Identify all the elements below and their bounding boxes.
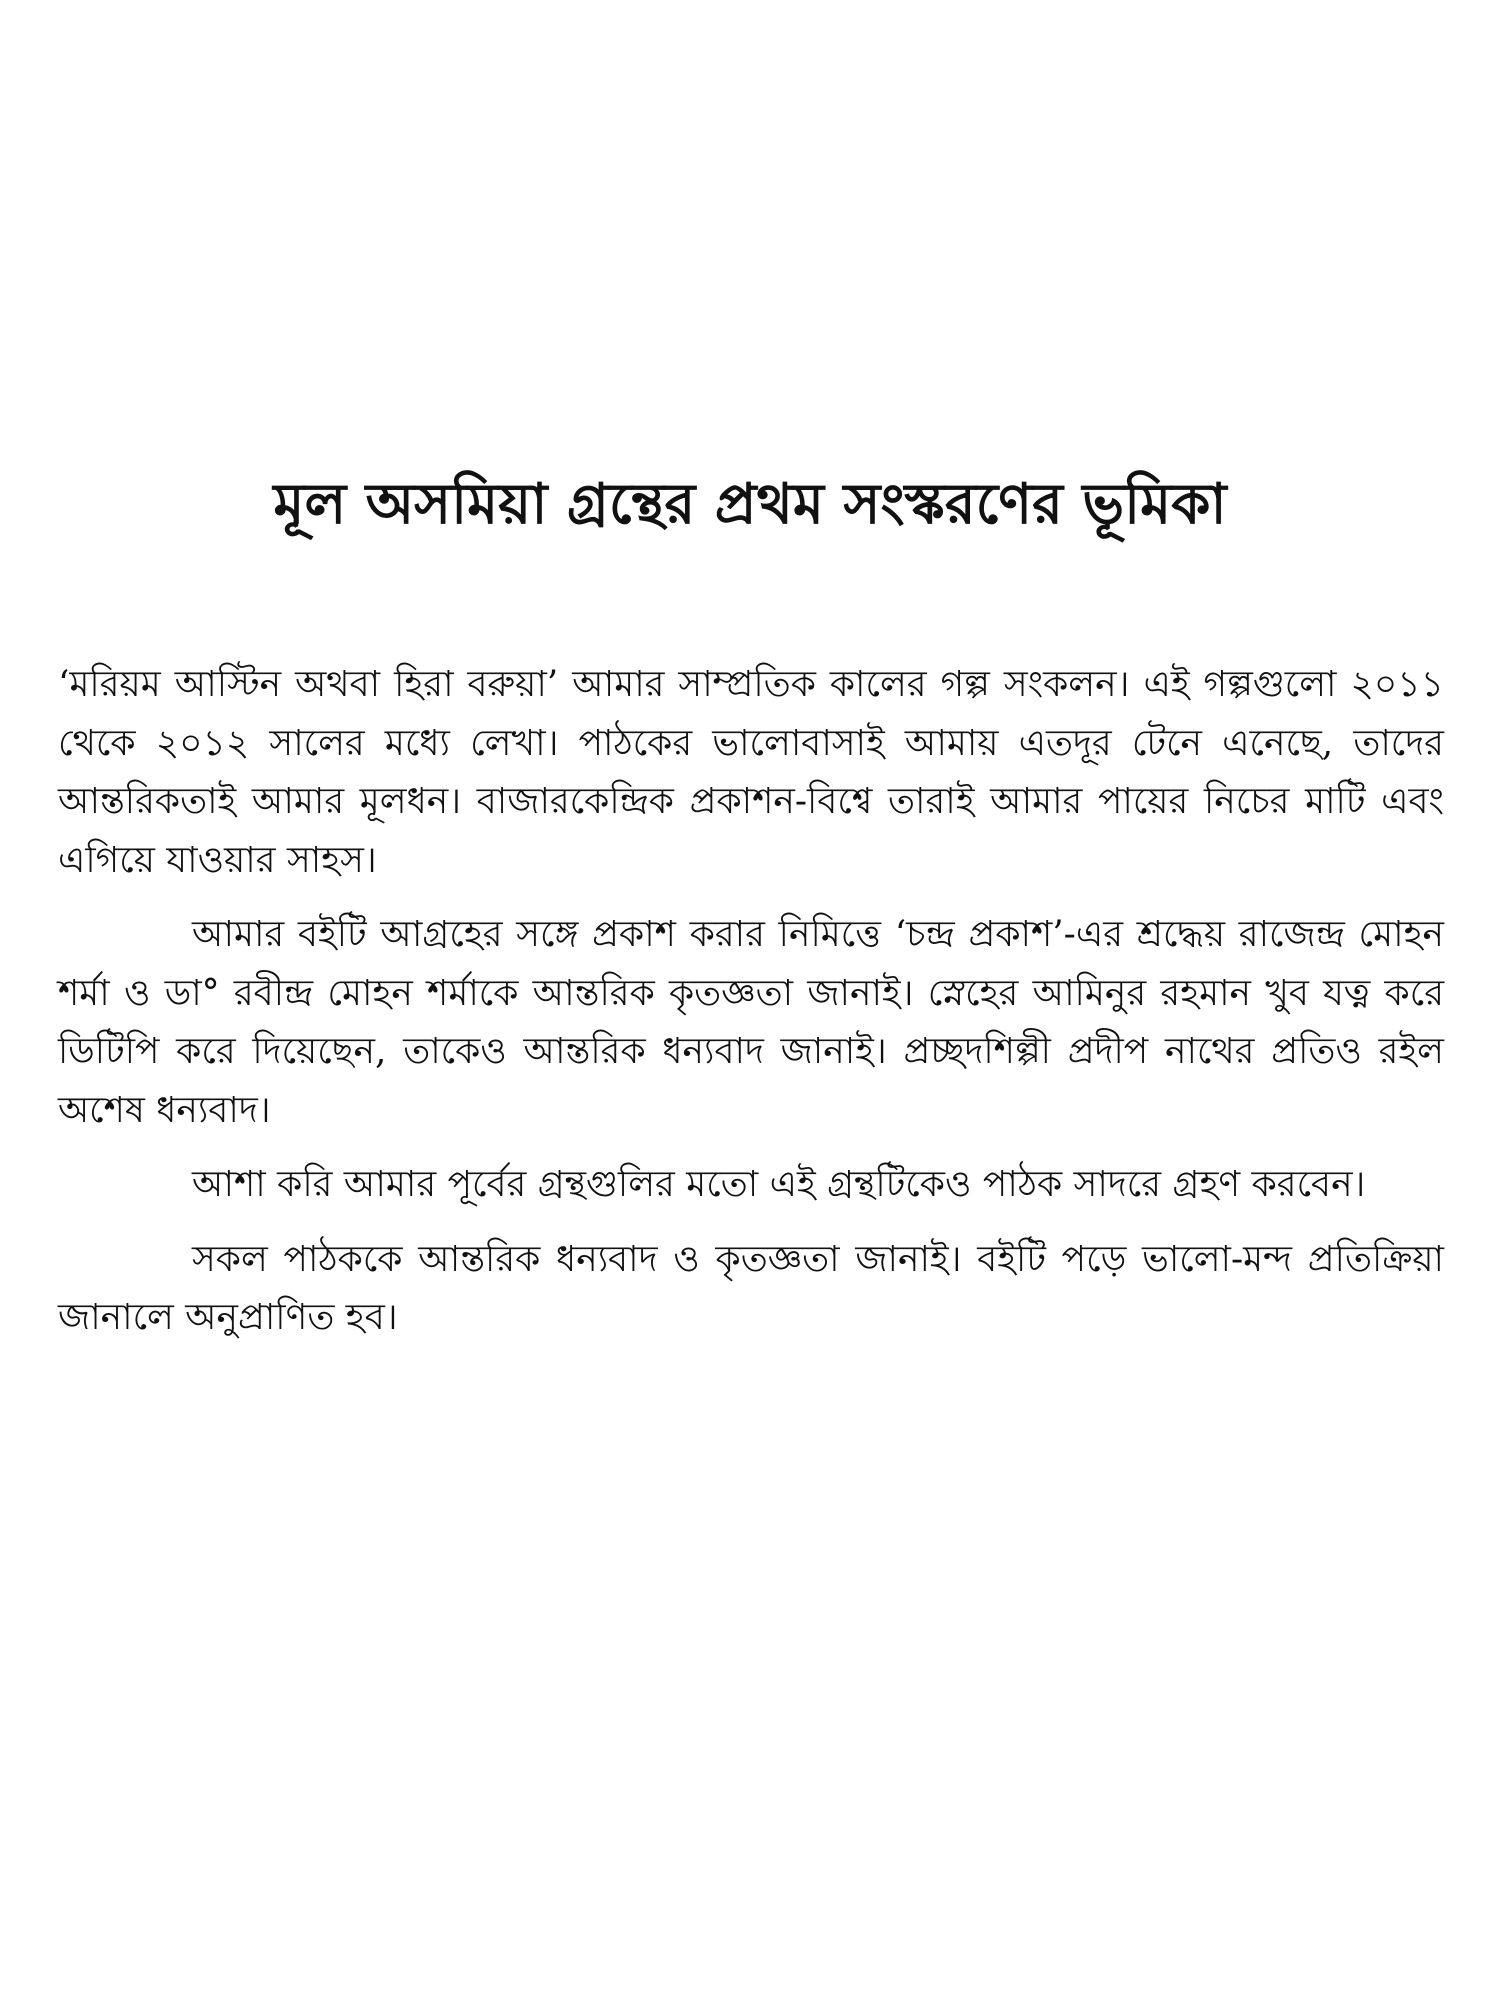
page-title: মূল অসমিয়া গ্রন্থের প্রথম সংস্করণের ভূমিকা [273, 472, 1227, 537]
paragraph-2: আমার বইটি আগ্রহের সঙ্গে প্রকাশ করার নিমিত্তে ‘চন্দ্র প্রকাশ’-এর শ্রদ্ধেয় রাজেন্দ্র মোহন শর্মা ও ডা° রবীন্দ্র মোহন শর্মাকে আন্তরিক কৃতজ্ঞতা জানাই। স্নেহের আমিনুর রহমান খুব যত্ন করে ডিটিপি করে দিয়েছেন, তাকেও আন্তরিক ধন্যবাদ জানাই। প্রচ্ছদশিল্পী প্রদীপ নাথের প্রতিও রইল অশেষ ধন্যবাদ। [58, 914, 1444, 1131]
paragraph-4: সকল পাঠককে আন্তরিক ধন্যবাদ ও কৃতজ্ঞতা জানাই। বইটি পড়ে ভালো-মন্দ প্রতিক্রিয়া জানালে অনুপ্রাণিত হব। [58, 1238, 1444, 1338]
paragraph-1: ‘মরিয়ম আস্টিন অথবা হিরা বরুয়া’ আমার সাম্প্রতিক কালের গল্প সংকলন। এই গল্পগুলো ২০১১ থেকে ২০১২ সালের মধ্যে লেখা। পাঠকের ভালোবাসাই আমায় এতদূর টেনে এনেছে, তাদের আন্তরিকতাই আমার মূলধন। বাজারকেন্দ্রিক প্রকাশন-বিশ্বে তারাই আমার পায়ের নিচের মাটি এবং এগিয়ে যাওয়ার সাহস। [58, 664, 1444, 881]
preface-body [58, 656, 1444, 1364]
paragraph-3: আশা করি আমার পূর্বের গ্রন্থগুলির মতো এই গ্রন্থটিকেও পাঠক সাদরে গ্রহণ করবেন। [192, 1164, 1366, 1205]
